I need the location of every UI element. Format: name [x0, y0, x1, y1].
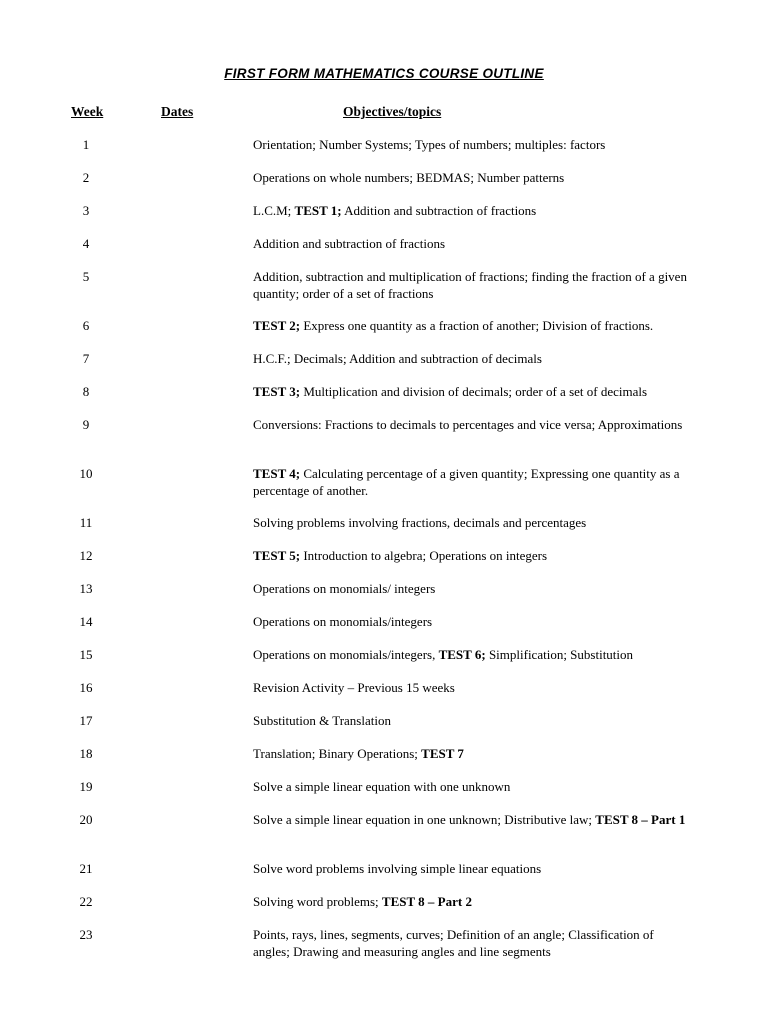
topic-text: [253, 318, 693, 335]
week-number: 7: [82, 351, 90, 366]
topic-segment: Operations on monomials/ integers: [253, 581, 436, 596]
topic-segment: Translation; Binary Operations;: [253, 746, 422, 761]
test-label: TEST 2;: [253, 318, 301, 333]
week-number: 18: [79, 746, 93, 761]
outline-row: [0, 417, 768, 466]
week-number: 21: [79, 861, 93, 876]
topic-text: [253, 713, 693, 730]
topic-text: [253, 614, 693, 631]
test-label: TEST 6;: [438, 647, 486, 662]
test-label: TEST 1;: [294, 203, 342, 218]
topic-segment: Introduction to algebra; Operations on integers: [300, 548, 548, 563]
week-number: 13: [79, 581, 93, 596]
topic-segment: Calculating percentage of a given quantity; Expressing one quantity as a percentage of another.: [253, 466, 680, 498]
topic-text: [253, 680, 693, 697]
outline-row: [0, 384, 768, 417]
test-label: TEST 8 – Part 1: [595, 812, 686, 827]
week-number: 10: [79, 466, 93, 481]
week-number: 14: [79, 614, 93, 629]
topic-segment: Multiplication and division of decimals; order of a set of decimals: [300, 384, 648, 399]
week-number: 19: [79, 779, 93, 794]
outline-row: [0, 203, 768, 236]
outline-row: [0, 927, 768, 976]
topic-text: [253, 581, 693, 598]
topic-segment: Express one quantity as a fraction of another; Division of fractions.: [300, 318, 654, 333]
topic-segment: Points, rays, lines, segments, curves; Definition of an angle; Classification of angles; Drawing and measuring angles and line segments: [253, 927, 654, 959]
topic-segment: Addition, subtraction and multiplication of fractions; finding the fraction of a given quantity; order of a set of fractions: [253, 269, 687, 301]
column-header-dates: Dates: [161, 104, 194, 119]
week-number: 9: [82, 417, 90, 432]
outline-row: [0, 581, 768, 614]
outline-row: [0, 466, 768, 515]
topic-text: [253, 779, 693, 796]
week-number: 3: [82, 203, 90, 218]
week-number: 12: [79, 548, 93, 563]
topic-text: [253, 384, 693, 401]
topic-text: [253, 647, 693, 664]
outline-row: [0, 614, 768, 647]
topic-segment: Operations on monomials/integers,: [253, 647, 439, 662]
week-number: 11: [79, 515, 93, 530]
topic-text: [253, 236, 693, 253]
week-number: 1: [82, 137, 90, 152]
topic-segment: Solve word problems involving simple linear equations: [253, 861, 542, 876]
topic-text: [253, 203, 693, 220]
outline-row: [0, 779, 768, 812]
topic-text: [253, 417, 693, 434]
topic-text: [253, 894, 693, 911]
topic-segment: Solving problems involving fractions, decimals and percentages: [253, 515, 587, 530]
test-label: TEST 4;: [253, 466, 301, 481]
outline-row: [0, 812, 768, 861]
test-label: TEST 8 – Part 2: [381, 894, 472, 909]
outline-row: [0, 746, 768, 779]
topic-segment: L.C.M;: [253, 203, 295, 218]
outline-row: [0, 548, 768, 581]
topic-text: [253, 927, 693, 960]
topic-text: [253, 812, 693, 829]
outline-row: [0, 269, 768, 318]
topic-text: [253, 269, 693, 302]
week-number: 4: [82, 236, 90, 251]
topic-text: [253, 466, 693, 499]
outline-row: [0, 318, 768, 351]
topic-text: [253, 137, 693, 154]
document-title: FIRST FORM MATHEMATICS COURSE OUTLINE: [224, 66, 544, 81]
outline-row: [0, 647, 768, 680]
outline-row: [0, 680, 768, 713]
week-number: 2: [82, 170, 90, 185]
week-number: 16: [79, 680, 93, 695]
topic-segment: Solve a simple linear equation with one unknown: [253, 779, 511, 794]
topic-text: [253, 746, 693, 763]
week-number: 15: [79, 647, 93, 662]
outline-row: [0, 170, 768, 203]
week-number: 8: [82, 384, 90, 399]
topic-segment: Substitution & Translation: [253, 713, 391, 728]
topic-segment: H.C.F.; Decimals; Addition and subtraction of decimals: [253, 351, 542, 366]
topic-segment: Solving word problems;: [253, 894, 382, 909]
outline-row: [0, 894, 768, 927]
test-label: TEST 7: [421, 746, 464, 761]
topic-text: [253, 170, 693, 187]
column-header-week: Week: [71, 104, 104, 119]
outline-row: [0, 861, 768, 894]
column-header-topics: Objectives/topics: [343, 104, 442, 119]
topic-text: [253, 548, 693, 565]
topic-segment: Orientation; Number Systems; Types of numbers; multiples: factors: [253, 137, 606, 152]
topic-segment: Simplification; Substitution: [485, 647, 634, 662]
week-number: 20: [79, 812, 93, 827]
outline-row: [0, 137, 768, 170]
test-label: TEST 5;: [253, 548, 301, 563]
week-number: 5: [82, 269, 90, 284]
topic-text: [253, 861, 693, 878]
topic-segment: Operations on monomials/integers: [253, 614, 433, 629]
week-number: 23: [79, 927, 93, 942]
topic-segment: Addition and subtraction of fractions: [253, 236, 446, 251]
outline-row: [0, 236, 768, 269]
topic-segment: Solve a simple linear equation in one unknown; Distributive law;: [253, 812, 596, 827]
topic-text: [253, 351, 693, 368]
topic-text: [253, 515, 693, 532]
outline-row: [0, 351, 768, 384]
outline-row: [0, 713, 768, 746]
topic-segment: Revision Activity – Previous 15 weeks: [253, 680, 455, 695]
topic-segment: Conversions: Fractions to decimals to percentages and vice versa; Approximations: [253, 417, 683, 432]
week-number: 6: [82, 318, 90, 333]
test-label: TEST 3;: [253, 384, 301, 399]
outline-row: [0, 515, 768, 548]
week-number: 17: [79, 713, 93, 728]
week-number: 22: [79, 894, 93, 909]
outline-table: [0, 137, 768, 976]
topic-segment: Operations on whole numbers; BEDMAS; Number patterns: [253, 170, 565, 185]
topic-segment: Addition and subtraction of fractions: [341, 203, 537, 218]
